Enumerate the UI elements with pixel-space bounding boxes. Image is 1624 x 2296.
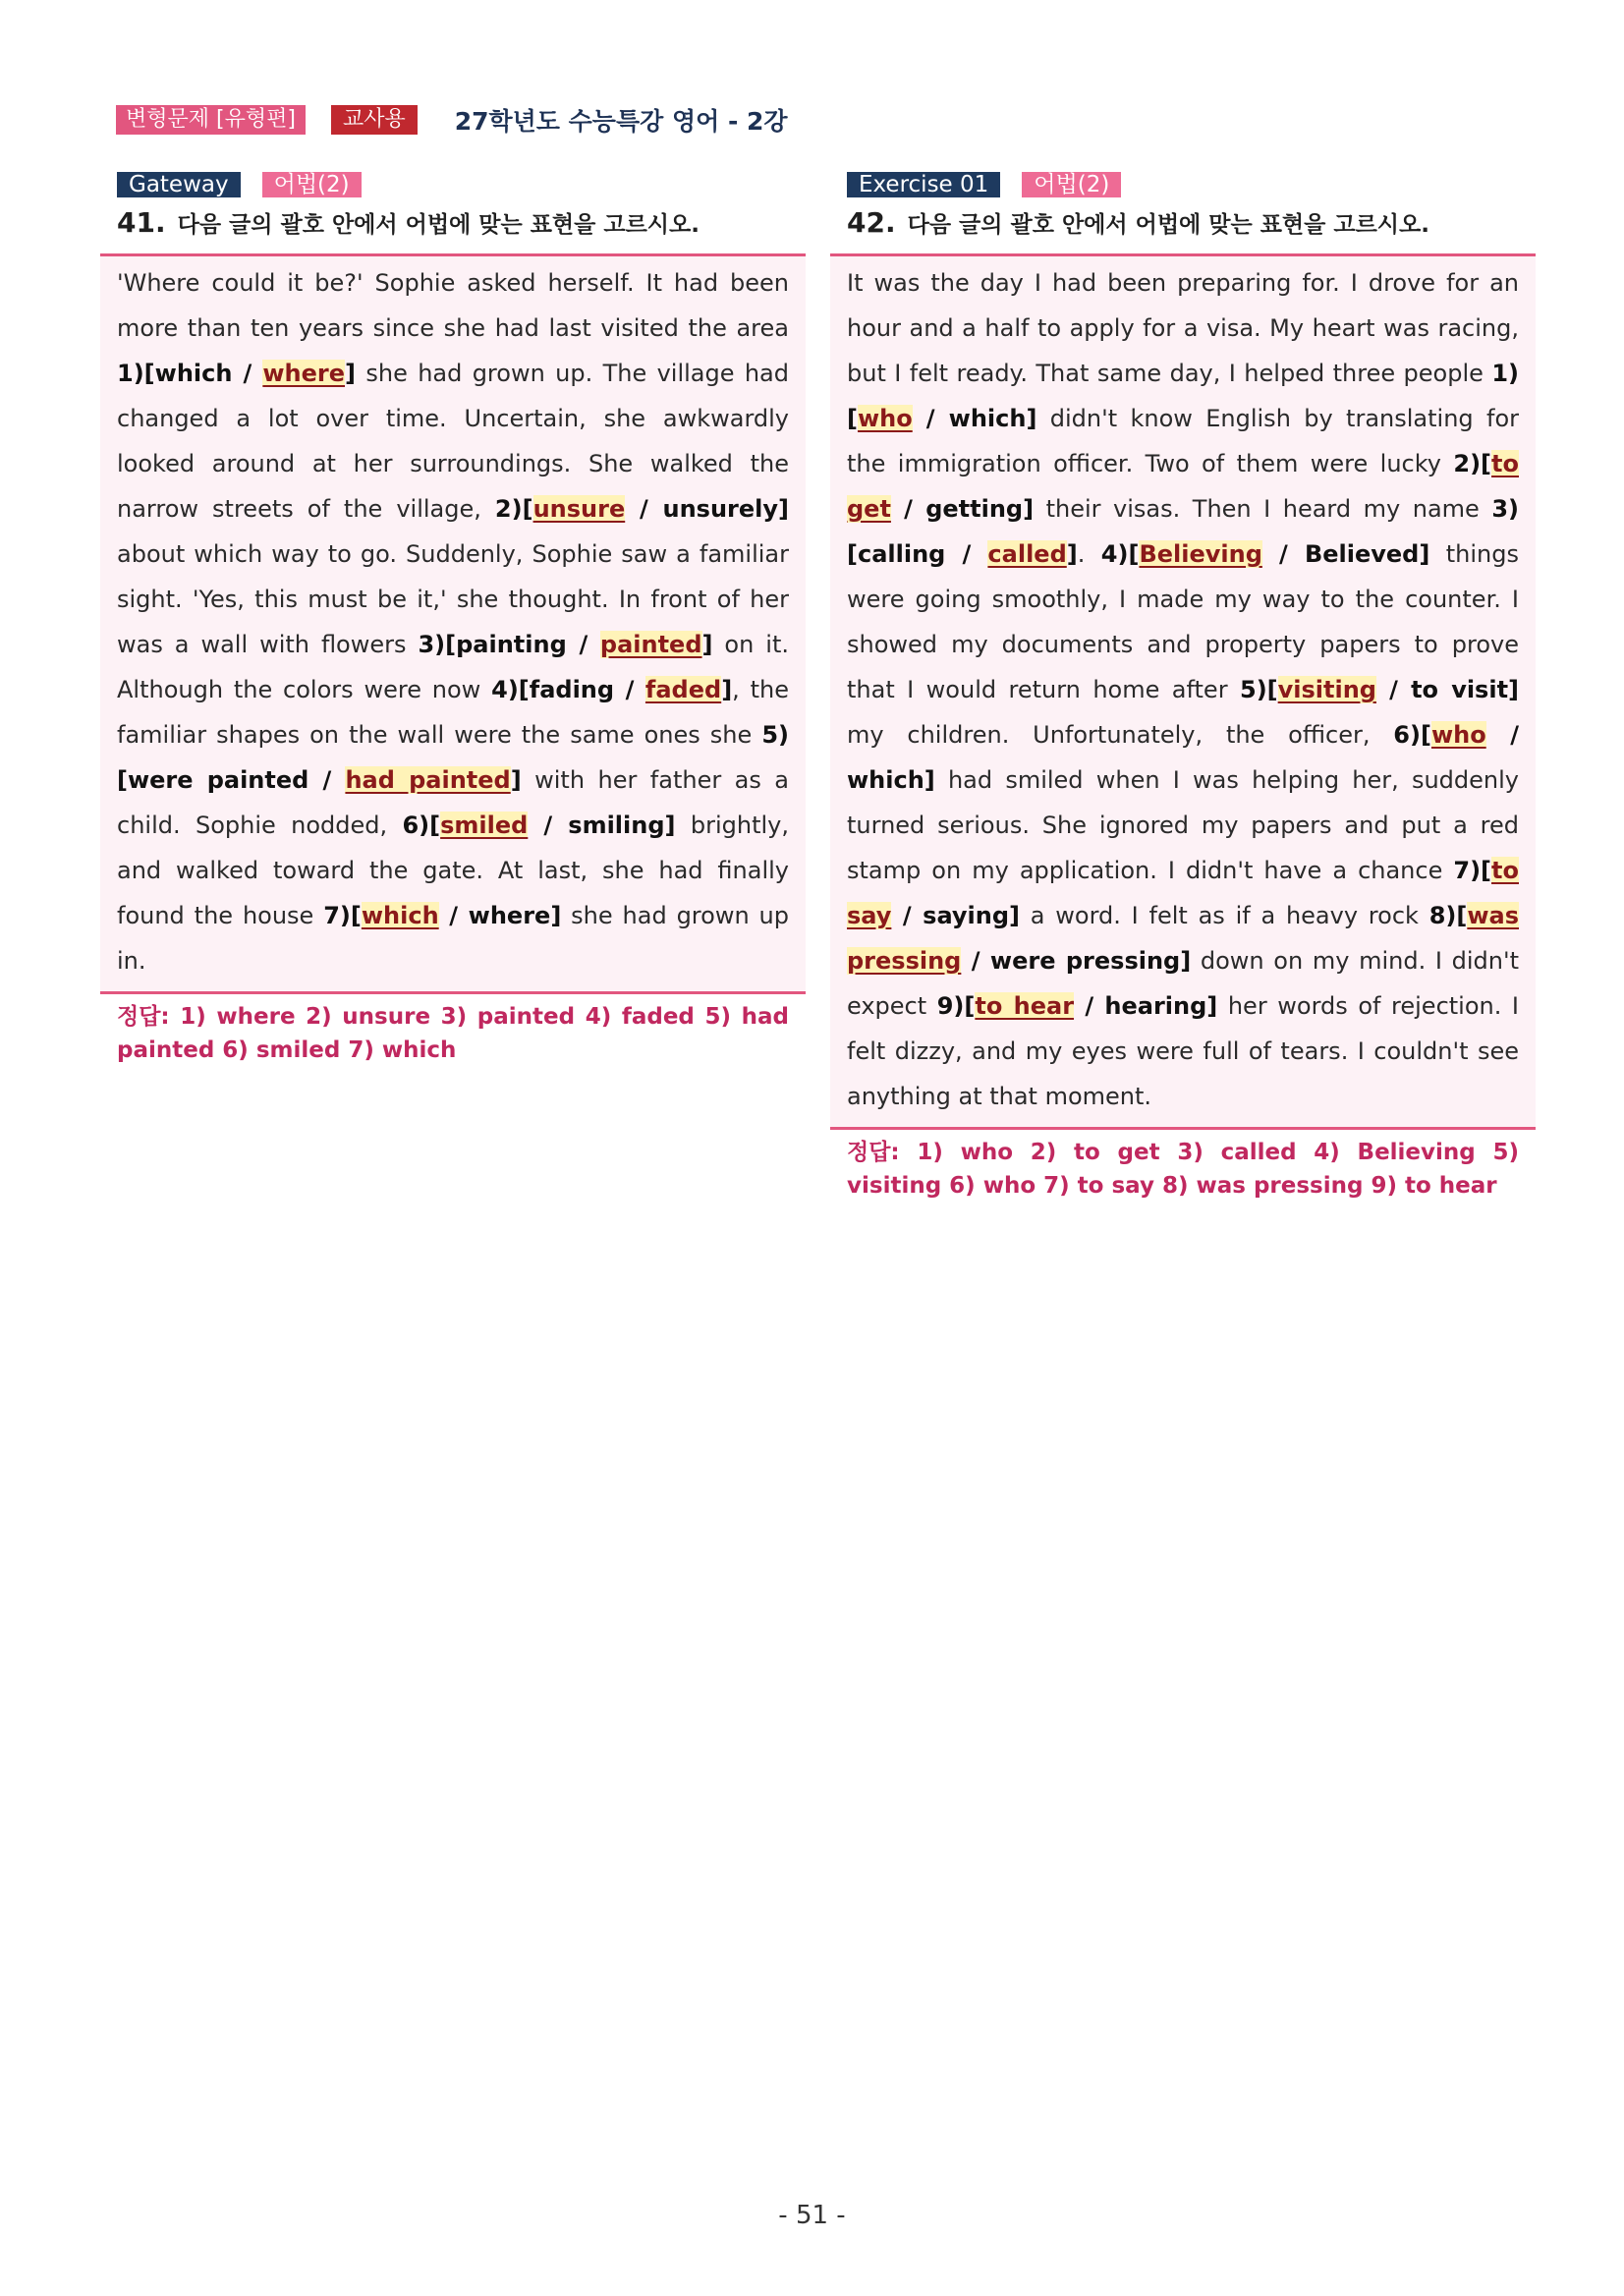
correct-option: who — [857, 405, 913, 432]
passage-text: she had grown up in. — [117, 902, 790, 975]
choice-option: Believed — [1304, 540, 1420, 568]
correct-option: to get — [847, 450, 1519, 523]
choice-bracket: 1)[which / where] — [117, 360, 356, 387]
choice-option: were pressing — [989, 947, 1181, 975]
correct-option: faded — [644, 676, 722, 703]
choice-6 — [402, 812, 675, 839]
question-text: 다음 글의 괄호 안에서 어법에 맞는 표현을 고르시오. — [907, 212, 1429, 238]
question-41 — [117, 206, 806, 240]
choice-4 — [491, 676, 732, 703]
choice-bracket: 8)[was pressing / were pressing] — [847, 902, 1519, 975]
choice-option: saying — [923, 902, 1010, 929]
grammar-label: 어법(2) — [262, 172, 362, 197]
passage-text: brightly, and walked toward the gate. At last, she had finally found the house — [117, 812, 789, 929]
question-number: 42. — [847, 206, 896, 239]
correct-option: which — [361, 902, 439, 929]
choice-option: unsurely — [662, 495, 779, 523]
correct-option: called — [987, 540, 1067, 568]
choice-option: were painted — [127, 766, 309, 794]
choice-bracket: 2)[to get / getting] — [847, 450, 1519, 523]
passage-text: 'Where could it be?' Sophie asked herself. It had been more than ten years since she had last visited the area — [117, 269, 789, 342]
choice-option: hearing — [1104, 992, 1207, 1020]
choice-bracket: 5)[visiting / to visit] — [1240, 676, 1520, 703]
choice-option: calling — [857, 540, 946, 568]
choice-option: smiling — [568, 812, 665, 839]
choice-5 — [1240, 676, 1519, 703]
left-column — [100, 171, 806, 1067]
choice-bracket: 4)[Believing / Believed] — [1100, 540, 1430, 568]
exercise-label: Exercise 01 — [847, 172, 1000, 197]
choice-bracket: 9)[to hear / hearing] — [936, 992, 1218, 1020]
correct-option: had painted — [345, 766, 511, 794]
passage-text: with her father as a child. Sophie nodded, — [117, 766, 790, 839]
passage-text: It was the day I had been preparing for. I drove for an hour and a half to apply for a visa. My heart was racing, but I felt ready. That same day, I helped three people — [847, 269, 1519, 387]
choice-bracket: 3)[painting / painted] — [418, 631, 713, 658]
passage-text: , the familiar shapes on the wall were the same ones she — [117, 676, 789, 749]
choice-option: to visit — [1411, 676, 1509, 703]
correct-option: to hear — [975, 992, 1075, 1020]
answer-42: 정답: 1) who 2) to get 3) called 4) Believing 5) visiting 6) who 7) to say 8) was pressing 9) to hear — [847, 1140, 1519, 1199]
choice-option: which — [847, 766, 924, 794]
gateway-label: Gateway — [117, 172, 241, 197]
choice-option: where — [468, 902, 551, 929]
question-text: 다음 글의 괄호 안에서 어법에 맞는 표현을 고르시오. — [177, 212, 700, 238]
teacher-tag: 교사용 — [331, 105, 418, 135]
correct-option: smiled — [440, 812, 529, 839]
passage-text: down on my mind. I didn't expect — [847, 947, 1519, 1020]
right-column — [830, 171, 1536, 1203]
passage-text: on it. Although the colors were now — [117, 631, 789, 703]
correct-option: was pressing — [847, 902, 1519, 975]
passage-text: things were going smoothly, I made my way to the counter. I showed my documents and property papers to prove that I would return home after — [847, 540, 1519, 703]
choice-bracket: 6)[smiled / smiling] — [402, 812, 676, 839]
correct-option: where — [262, 360, 346, 387]
question-number: 41. — [117, 206, 166, 239]
answer-41: 정답: 1) where 2) unsure 3) painted 4) faded 5) had painted 6) smiled 7) which — [117, 1004, 789, 1063]
choice-bracket: 5)[were painted / had painted] — [117, 721, 789, 794]
choice-option: getting — [925, 495, 1024, 523]
choice-4 — [1101, 540, 1430, 568]
correct-option: visiting — [1277, 676, 1376, 703]
passage-text: she had grown up. The village had changed a lot over time. Uncertain, she awkwardly looked around at her surroundings. She walked the narrow streets of the village, — [117, 360, 789, 523]
correct-option: to say — [847, 857, 1519, 929]
passage-text: my children. Unfortunately, the officer, — [847, 721, 1394, 749]
choice-9 — [937, 992, 1218, 1020]
choice-bracket: 6)[who / which] — [847, 721, 1519, 794]
right-labels — [847, 171, 1536, 198]
choice-3 — [418, 631, 712, 658]
question-42 — [847, 206, 1536, 240]
choice-option: which — [154, 360, 233, 387]
choice-option: fading — [529, 676, 615, 703]
grammar-label: 어법(2) — [1022, 172, 1121, 197]
choice-2 — [495, 495, 789, 523]
page-title: 27학년도 수능특강 영어 - 2강 — [454, 107, 788, 136]
choice-7 — [323, 902, 561, 929]
type-tag: 변형문제 [유형편] — [116, 105, 306, 135]
passage-42 — [830, 253, 1536, 1130]
choice-bracket: 2)[unsure / unsurely] — [494, 495, 789, 523]
passage-text: had smiled when I was helping her, suddenly turned serious. She ignored my papers and put a red stamp on my application. I didn't have a chance — [847, 766, 1519, 884]
choice-bracket: 3)[calling / called] — [847, 495, 1519, 568]
choice-1 — [117, 360, 356, 387]
correct-option: who — [1430, 721, 1486, 749]
choice-bracket: 1)[who / which] — [847, 360, 1519, 432]
choice-bracket: 7)[to say / saying] — [847, 857, 1519, 929]
correct-option: unsure — [532, 495, 626, 523]
choice-bracket: 4)[fading / faded] — [491, 676, 733, 703]
left-labels — [117, 171, 806, 198]
passage-41 — [100, 253, 806, 994]
passage-text: about which way to go. Suddenly, Sophie saw a familiar sight. 'Yes, this must be it,' she thought. In front of her was a wall with flowers — [117, 540, 789, 658]
passage-text: didn't know English by translating for the immigration officer. Two of them were lucky — [847, 405, 1519, 477]
correct-option: Believing — [1139, 540, 1262, 568]
choice-option: painting — [456, 631, 567, 658]
passage-text: their visas. Then I heard my name — [1034, 495, 1492, 523]
passage-text: her words of rejection. I felt dizzy, and my eyes were full of tears. I couldn't see anything at that moment. — [847, 992, 1520, 1110]
page-header — [116, 104, 788, 136]
passage-text: . — [1077, 540, 1101, 568]
choice-option: which — [948, 405, 1027, 432]
page-number: - 51 - — [778, 2201, 846, 2230]
choice-bracket: 7)[which / where] — [323, 902, 562, 929]
correct-option: painted — [599, 631, 702, 658]
passage-text: a word. I felt as if a heavy rock — [1020, 902, 1429, 929]
